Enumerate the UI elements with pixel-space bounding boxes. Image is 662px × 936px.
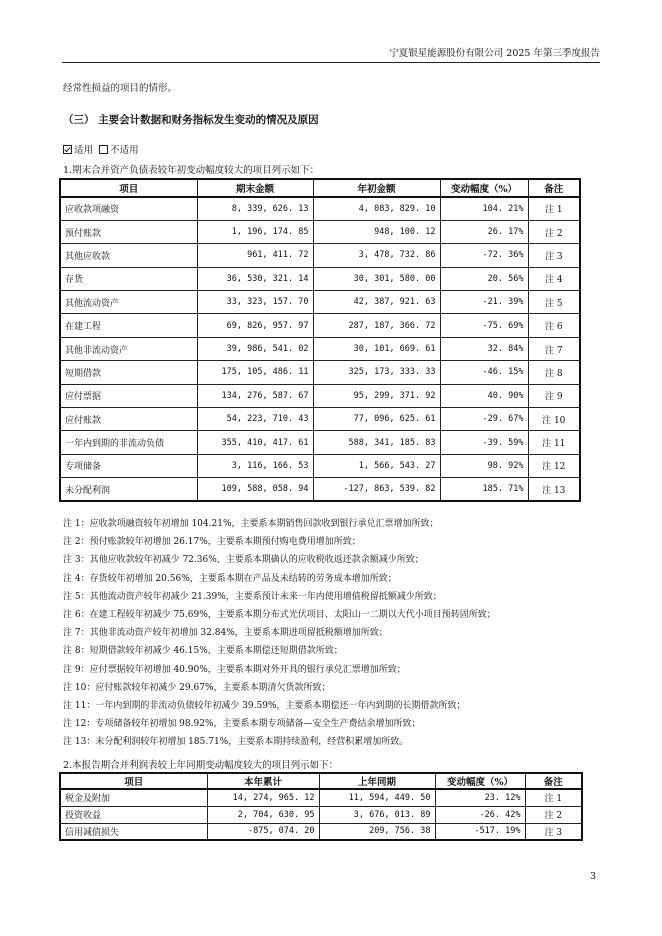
amount-cell: 325, 173, 333. 33 [313,361,440,384]
amount-cell: -127, 863, 539. 82 [313,478,440,501]
remark-cell: 注 1 [528,197,580,220]
table-row [60,197,580,220]
amount-cell: 3, 116, 166. 53 [197,454,313,477]
amount-cell: 30, 301, 580. 00 [313,267,440,290]
amount-cell: 287, 187, 366. 72 [313,314,440,337]
amount-cell: 1, 196, 174. 85 [197,220,313,243]
remark-cell: 注 10 [528,408,580,431]
amount-cell: -875, 074. 20 [207,823,319,840]
table-row [60,291,580,314]
amount-cell: 961, 411. 72 [197,244,313,267]
change-cell: 26. 17% [440,220,528,243]
table-row [60,823,582,840]
item-cell: 其他应收款 [60,244,197,267]
col-header: 本年累计 [207,773,319,789]
amount-cell: 95, 299, 371. 92 [313,384,440,407]
amount-cell: 4, 083, 829. 10 [313,197,440,220]
change-cell: 104. 21% [440,197,528,220]
amount-cell: 3, 676, 013. 89 [319,806,435,823]
income-statement-change-table [59,772,583,841]
item-cell: 投资收益 [60,806,207,823]
table-row [60,314,580,337]
table-row [60,337,580,360]
amount-cell: 2, 704, 630. 95 [207,806,319,823]
amount-cell: 355, 410, 417. 61 [197,431,313,454]
page-number: 3 [590,871,597,882]
change-cell: 40. 90% [440,384,528,407]
amount-cell: 54, 223, 710. 43 [197,408,313,431]
item-cell: 未分配利润 [60,478,197,501]
intro-line: 经常性损益的项目的情形。 [63,83,178,94]
col-header: 项目 [60,773,207,789]
table-row [60,384,580,407]
item-cell: 短期借款 [60,361,197,384]
col-header: 项目 [60,179,197,197]
note-line: 注 10：应付账款较年初减少 29.67%，主要系本期清欠货款所致； [63,682,331,693]
item-cell: 一年内到期的非流动负债 [60,431,197,454]
note-line: 注 13：未分配利润较年初增加 185.71%，主要系本期持续盈利，经营积累增加所致。 [63,737,409,748]
change-cell: -26. 42% [435,806,525,823]
amount-cell: 11, 594, 449. 50 [319,789,435,806]
item-cell: 专项储备 [60,454,197,477]
amount-cell: 42, 387, 921. 63 [313,291,440,314]
remark-cell: 注 12 [528,454,580,477]
note-line: 注 6：在建工程较年初减少 75.69%，主要系本期分布式光伏项目、太阳山一二期以大代小项目预转固所致； [63,610,496,620]
amount-cell: 14, 274, 965. 12 [207,789,319,806]
amount-cell: 948, 100. 12 [313,220,440,243]
table-row [60,454,580,477]
col-header: 备注 [528,179,580,197]
amount-cell: 77, 096, 625. 61 [313,408,440,431]
applicable-checkbox-unchecked[interactable] [99,145,108,154]
note-line: 注 11：一年内到期的非流动负债较年初减少 39.59%，主要系本期偿还一年内到期的长期借款所致； [63,701,466,711]
amount-cell: 33, 323, 157. 70 [197,291,313,314]
table-row [60,220,580,243]
table1-caption: 1.期末合并资产负债表较年初变动幅度较大的项目列示如下： [63,165,320,176]
remark-cell: 注 3 [525,823,582,840]
amount-cell: 8, 339, 626. 13 [197,197,313,220]
change-cell: -517. 19% [435,823,525,840]
item-cell: 税金及附加 [60,789,207,806]
note-line: 注 2：预付账款较年初增加 26.17%，主要系本期预付购电费用增加所致； [63,537,361,548]
note-line: 注 4：存货较年初增加 20.56%，主要系本期在产品及未结转的劳务成本增加所致； [63,573,397,584]
remark-cell: 注 8 [528,361,580,384]
table-row [60,244,580,267]
amount-cell: 3, 478, 732. 86 [313,244,440,267]
note-line: 注 1：应收款项融资较年初增加 104.21%，主要系本期销售回款收到银行承兑汇票增加所致； [63,519,439,529]
header-divider [62,62,600,63]
note-line: 注 8：短期借款较年初减少 46.15%，主要系本期偿还短期借款所致； [63,646,343,657]
item-cell: 应付账款 [60,408,197,431]
remark-cell: 注 3 [528,244,580,267]
note-line: 注 7：其他非流动资产较年初增加 32.84%，主要系本期进项留抵税额增加所致； [63,628,388,639]
change-cell: -39. 59% [440,431,528,454]
change-cell: 23. 12% [435,789,525,806]
section-heading: （三） 主要会计数据和财务指标发生变动的情况及原因 [63,114,319,126]
amount-cell: 69, 826, 957. 97 [197,314,313,337]
table2-caption: 2.本报告期合并利润表较上年同期变动幅度较大的项目列示如下： [63,760,339,771]
col-header: 备注 [525,773,582,789]
col-header: 变动幅度（%） [440,179,528,197]
remark-cell: 注 9 [528,384,580,407]
change-cell: -72. 36% [440,244,528,267]
table-row [60,267,580,290]
table-row [60,361,580,384]
remark-cell: 注 1 [525,789,582,806]
applicable-options [63,142,139,156]
table-row [60,478,580,501]
table-row [60,408,580,431]
amount-cell: 39, 986, 541. 02 [197,337,313,360]
table-row [60,806,582,823]
note-line: 注 3：其他应收款较年初减少 72.36%，主要系本期确认的应收税收返还款余额减少所致； [63,555,424,566]
amount-cell: 109, 588, 058. 94 [197,478,313,501]
note-line: 注 9：应付票据较年初增加 40.90%，主要系本期对外开具的银行承兑汇票增加所致； [63,664,406,675]
applicable-yes-label: 适用 [74,145,94,156]
change-cell: -29. 67% [440,408,528,431]
note-line: 注 5：其他流动资产较年初减少 21.39%，主要系预计未来一年内使用增值税留抵额减少所致； [63,591,442,602]
report-header-title: 宁夏银星能源股份有限公司 2025 年第三季度报告 [389,48,600,59]
amount-cell: 36, 530, 321. 14 [197,267,313,290]
item-cell: 其他流动资产 [60,291,197,314]
item-cell: 存货 [60,267,197,290]
applicable-no-label: 不适用 [110,145,139,156]
item-cell: 在建工程 [60,314,197,337]
item-cell: 应付票据 [60,384,197,407]
amount-cell: 588, 341, 185. 83 [313,431,440,454]
remark-cell: 注 2 [525,806,582,823]
amount-cell: 30, 101, 669. 61 [313,337,440,360]
col-header: 变动幅度（%） [435,773,525,789]
remark-cell: 注 2 [528,220,580,243]
change-cell: -21. 39% [440,291,528,314]
col-header: 年初金额 [313,179,440,197]
item-cell: 预付账款 [60,220,197,243]
amount-cell: 1, 566, 543. 27 [313,454,440,477]
amount-cell: 175, 105, 486. 11 [197,361,313,384]
balance-sheet-change-table [59,178,581,502]
item-cell: 应收款项融资 [60,197,197,220]
change-cell: 185. 71% [440,478,528,501]
change-cell: 98. 92% [440,454,528,477]
change-cell: -75. 69% [440,314,528,337]
note-line: 注 12：专项储备较年初增加 98.92%，主要系本期专项储备—安全生产费结余增加所致； [63,719,421,730]
amount-cell: 209, 756. 38 [319,823,435,840]
remark-cell: 注 4 [528,267,580,290]
applicable-checkbox-checked[interactable] [63,145,72,154]
remark-cell: 注 11 [528,431,580,454]
col-header: 上年同期 [319,773,435,789]
remark-cell: 注 13 [528,478,580,501]
change-cell: 32. 84% [440,337,528,360]
remark-cell: 注 5 [528,291,580,314]
col-header: 期末金额 [197,179,313,197]
remark-cell: 注 6 [528,314,580,337]
item-cell: 其他非流动资产 [60,337,197,360]
table-row [60,789,582,806]
change-cell: -46. 15% [440,361,528,384]
amount-cell: 134, 276, 587. 67 [197,384,313,407]
table-row [60,431,580,454]
change-cell: 20. 56% [440,267,528,290]
remark-cell: 注 7 [528,337,580,360]
item-cell: 信用减值损失 [60,823,207,840]
